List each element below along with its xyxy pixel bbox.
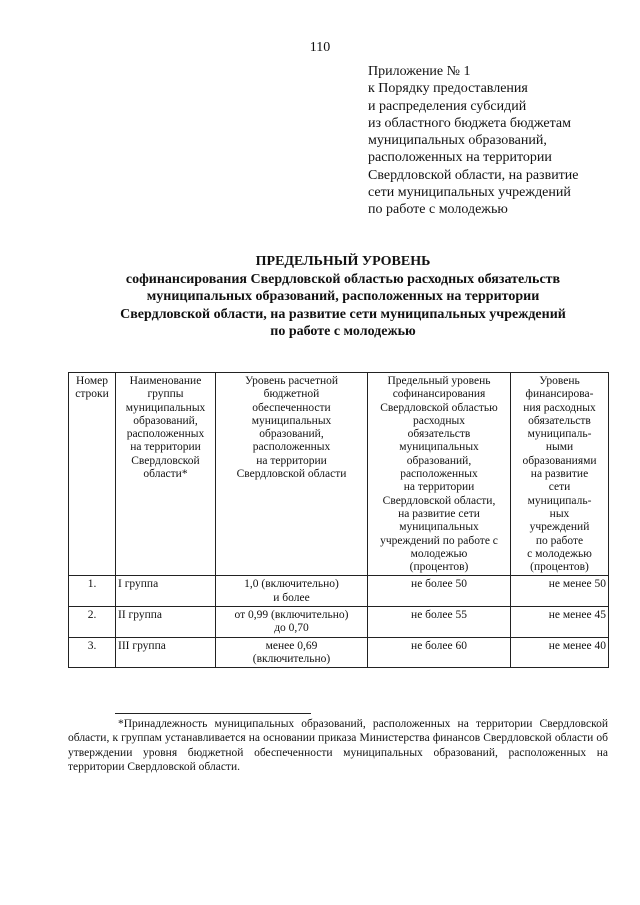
page-number: 110 — [309, 40, 331, 55]
document-title — [40, 253, 640, 341]
cell-financing-level: не менее 40 — [511, 637, 609, 668]
cell-budget-level: от 0,99 (включительно) до 0,70 — [216, 607, 368, 638]
title-line: софинансирования Свердловской областью расходных обязательств — [125, 271, 561, 287]
cell-cofinancing-limit: не более 55 — [368, 607, 511, 638]
appendix-line: к Порядку предоставления — [368, 81, 528, 97]
table-row — [69, 607, 609, 638]
footnote: *Принадлежность муниципальных образований, расположенных на территории Свердловской области, к группам устанавливается на основании приказа Министерства финансов Свердловской области об утверждении уровня бюджетной обеспеченности муниципальных образований, расположенных на территории Свердловской области. — [68, 718, 608, 774]
title-line: муниципальных образований, расположенных на территории — [146, 289, 540, 304]
cell-financing-level: не менее 45 — [511, 607, 609, 638]
cell-cofinancing-limit: не более 50 — [368, 576, 511, 607]
title-line: по работе с молодежью — [270, 324, 416, 339]
footnote-separator — [115, 713, 311, 714]
table-header-row — [69, 373, 609, 576]
header-cofinancing-limit: Предельный уровень софинансирования Свердловской областью расходных обязательств муниципальных образований, расположенных на территории Свердловской области, на развитие сети муниципальных учреждений по работе с молодежью (процентов) — [368, 373, 511, 576]
appendix-line: муниципальных образований, — [368, 133, 547, 149]
cell-row-number: 1. — [69, 576, 116, 607]
appendix-line: по работе с молодежью — [368, 202, 508, 218]
appendix-line: и распределения субсидий — [368, 98, 527, 114]
title-line: ПРЕДЕЛЬНЫЙ УРОВЕНЬ — [255, 254, 431, 269]
title-line: Свердловской области, на развитие сети муниципальных учреждений — [120, 306, 566, 322]
cell-row-number: 3. — [69, 637, 116, 668]
header-group-name: Наименование группы муниципальных образований, расположенных на территории Свердловской области* — [116, 373, 216, 576]
appendix-line: Приложение № 1 — [368, 64, 471, 79]
appendix-line: из областного бюджета бюджетам — [368, 115, 571, 131]
header-row-number: Номер строки — [69, 373, 116, 576]
cell-budget-level: менее 0,69 (включительно) — [216, 637, 368, 668]
cell-group-name: III группа — [116, 637, 216, 668]
header-budget-level: Уровень расчетной бюджетной обеспеченности муниципальных образований, расположенных на территории Свердловской области — [216, 373, 368, 576]
table-row — [69, 637, 609, 668]
appendix-line: Свердловской области, на развитие — [368, 167, 579, 183]
header-financing-level: Уровень финансирова- ния расходных обязательств муниципаль- ными образованиями на развитие сети муниципаль- ных учреждений по работе с молодежью (процентов) — [511, 373, 609, 576]
cell-group-name: II группа — [116, 607, 216, 638]
appendix-line: сети муниципальных учреждений — [368, 185, 571, 201]
cell-group-name: I группа — [116, 576, 216, 607]
cell-row-number: 2. — [69, 607, 116, 638]
cell-budget-level: 1,0 (включительно) и более — [216, 576, 368, 607]
cell-cofinancing-limit: не более 60 — [368, 637, 511, 668]
table-row — [69, 576, 609, 607]
appendix-line: расположенных на территории — [368, 150, 552, 166]
appendix-note — [368, 63, 628, 219]
cell-financing-level: не менее 50 — [511, 576, 609, 607]
cofinancing-limits-table — [68, 372, 609, 668]
